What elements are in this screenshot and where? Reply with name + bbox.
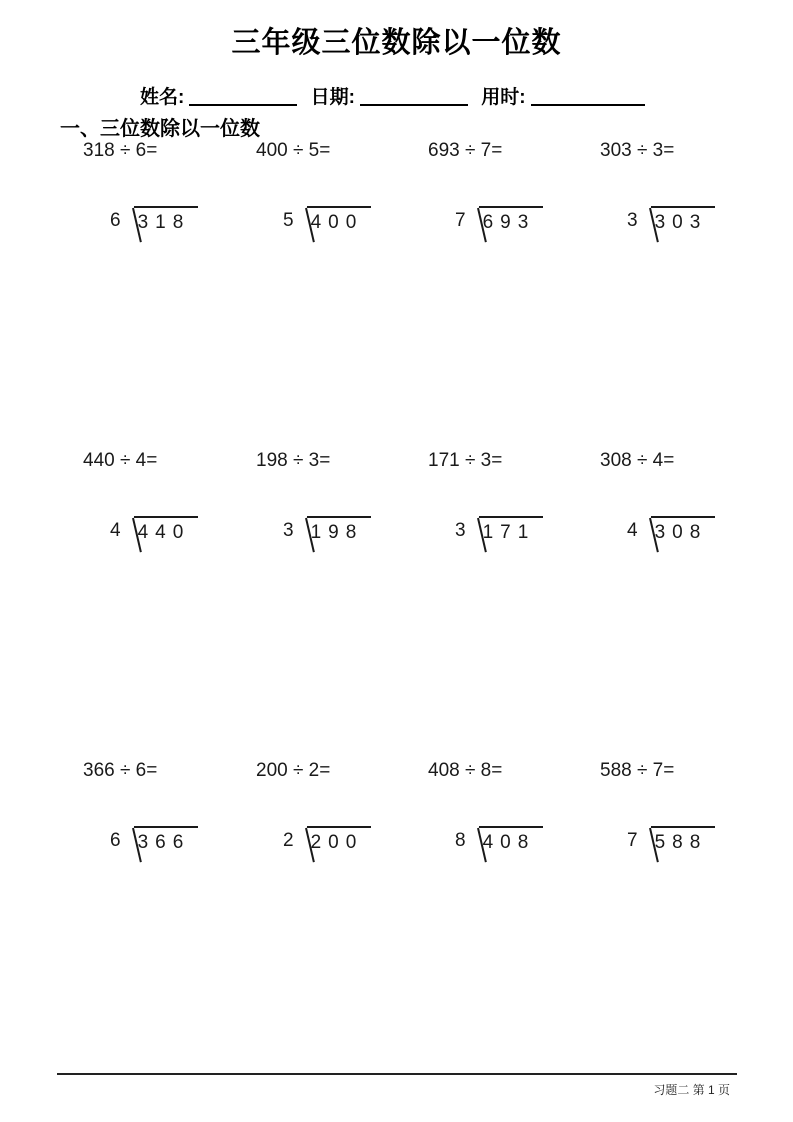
problem-row (0, 450, 793, 750)
page-footer: 习题二 第 1 页 (653, 1083, 730, 1097)
name-label: 姓名: (140, 87, 185, 108)
problem-cell (428, 450, 602, 580)
problem-cell (83, 760, 257, 890)
long-division-bracket (455, 206, 543, 248)
date-label: 日期: (310, 87, 355, 108)
divisor: 6 (110, 210, 121, 231)
long-division-bracket (627, 826, 715, 868)
divisor: 5 (283, 210, 294, 231)
page-title: 三年级三位数除以一位数 (231, 27, 562, 59)
division-expression: 308 ÷ 4= (600, 450, 675, 471)
long-division-bracket (455, 516, 543, 558)
dividend: 400 (310, 212, 364, 233)
time-blank (531, 89, 645, 106)
problem-cell (256, 140, 430, 270)
long-division-bracket (110, 206, 198, 248)
problem-cell (600, 760, 774, 890)
dividend: 588 (654, 832, 708, 853)
vinculum (651, 516, 716, 544)
dividend: 198 (310, 522, 364, 543)
division-expression: 366 ÷ 6= (83, 760, 158, 781)
divisor: 4 (627, 520, 638, 541)
meta-line (140, 82, 645, 109)
division-expression: 693 ÷ 7= (428, 140, 503, 161)
dividend: 200 (310, 832, 364, 853)
division-expression: 171 ÷ 3= (428, 450, 503, 471)
vinculum (479, 206, 544, 234)
problem-row (0, 760, 793, 1060)
long-division-bracket (627, 206, 715, 248)
division-expression: 198 ÷ 3= (256, 450, 331, 471)
divisor: 8 (455, 830, 466, 851)
problem-cell (428, 140, 602, 270)
long-division-bracket (283, 826, 371, 868)
division-expression: 400 ÷ 5= (256, 140, 331, 161)
problem-cell (600, 140, 774, 270)
division-expression: 588 ÷ 7= (600, 760, 675, 781)
vinculum (307, 516, 372, 544)
problem-cell (83, 450, 257, 580)
long-division-bracket (110, 516, 198, 558)
name-blank (189, 89, 297, 106)
time-label: 用时: (481, 87, 526, 108)
dividend: 171 (482, 522, 536, 543)
vinculum (134, 516, 199, 544)
problem-row (0, 140, 793, 440)
division-expression: 303 ÷ 3= (600, 140, 675, 161)
vinculum (479, 516, 544, 544)
division-expression: 200 ÷ 2= (256, 760, 331, 781)
vinculum (134, 206, 199, 234)
division-expression: 318 ÷ 6= (83, 140, 158, 161)
vinculum (307, 206, 372, 234)
footer-divider (57, 1073, 737, 1075)
divisor: 7 (455, 210, 466, 231)
section-title: 一、三位数除以一位数 (60, 118, 260, 140)
long-division-bracket (283, 516, 371, 558)
dividend: 408 (482, 832, 536, 853)
vinculum (307, 826, 372, 854)
dividend: 318 (137, 212, 191, 233)
dividend: 440 (137, 522, 191, 543)
problem-cell (600, 450, 774, 580)
date-blank (360, 89, 468, 106)
long-division-bracket (110, 826, 198, 868)
long-division-bracket (627, 516, 715, 558)
problem-cell (83, 140, 257, 270)
long-division-bracket (283, 206, 371, 248)
divisor: 3 (455, 520, 466, 541)
division-expression: 440 ÷ 4= (83, 450, 158, 471)
dividend: 303 (654, 212, 708, 233)
vinculum (651, 826, 716, 854)
divisor: 3 (283, 520, 294, 541)
vinculum (134, 826, 199, 854)
dividend: 308 (654, 522, 708, 543)
divisor: 4 (110, 520, 121, 541)
divisor: 2 (283, 830, 294, 851)
divisor: 3 (627, 210, 638, 231)
divisor: 7 (627, 830, 638, 851)
problem-cell (428, 760, 602, 890)
vinculum (479, 826, 544, 854)
vinculum (651, 206, 716, 234)
long-division-bracket (455, 826, 543, 868)
problem-cell (256, 450, 430, 580)
problem-cell (256, 760, 430, 890)
dividend: 366 (137, 832, 191, 853)
dividend: 693 (482, 212, 536, 233)
division-expression: 408 ÷ 8= (428, 760, 503, 781)
divisor: 6 (110, 830, 121, 851)
